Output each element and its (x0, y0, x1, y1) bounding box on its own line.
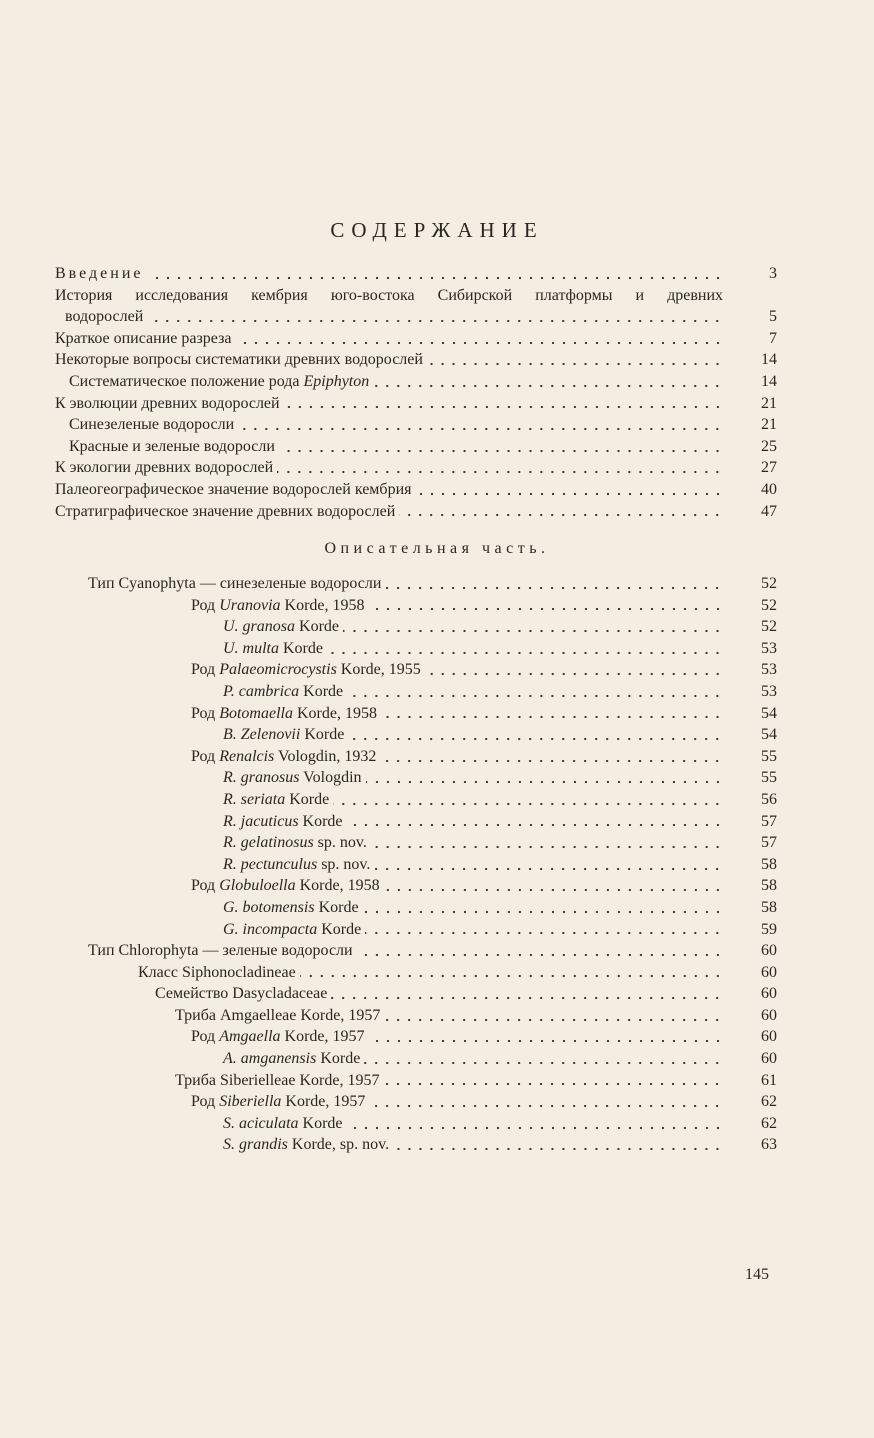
toc-entry-text: Korde (317, 920, 362, 938)
toc-entry-page: 53 (761, 682, 777, 700)
toc-entry (55, 479, 777, 501)
toc-entry (55, 940, 777, 962)
toc-entry-text: Род (191, 877, 220, 895)
dot-leader (369, 1039, 724, 1043)
dot-leader (238, 427, 723, 431)
toc-entry-text: Тип Chlorophyta — зеленые водоросли (88, 942, 353, 960)
toc-entry-text: Vologdin, 1932 (274, 747, 377, 765)
toc-entry-text: Некоторые вопросы систематики древних водорослей (55, 351, 423, 369)
dot-leader (347, 1126, 723, 1130)
toc-entry-text: Korde, sp. nov. (287, 1136, 390, 1154)
dot-leader (425, 672, 723, 676)
toc-entry-text: Синезеленые водоросли (69, 416, 235, 434)
dot-leader (383, 1082, 723, 1086)
toc-entry-taxon: G. botomensis (223, 898, 315, 916)
toc-entry-text: Korde, 1958 (280, 596, 365, 614)
toc-entry-page: 55 (761, 747, 777, 765)
dot-leader (347, 694, 723, 698)
toc-entry-text: sp. nov. (313, 834, 367, 852)
toc-entry-page: 14 (761, 372, 777, 390)
toc-entry-text: Семейство Dasycladaceae (155, 985, 328, 1003)
toc-entry-title (191, 703, 377, 725)
dot-leader (369, 1104, 723, 1108)
toc-entry (55, 919, 777, 941)
toc-entry-text: Красные и зеленые водоросли (69, 437, 275, 455)
toc-entry-text: Стратиграфическое значение древних водорослей (55, 502, 396, 520)
toc-entry-taxon: Globuloella (219, 877, 296, 895)
dot-leader (366, 780, 723, 784)
dot-leader (384, 888, 723, 892)
dot-leader (347, 823, 723, 827)
toc-entry-title (191, 746, 376, 768)
toc-entry-text: К экологии древних водорослей (55, 459, 274, 477)
toc-entry-page: 60 (761, 942, 777, 960)
toc-entry (55, 1134, 777, 1156)
toc-entry (55, 789, 777, 811)
toc-entry-taxon: Palaeomicrocystis (219, 661, 337, 679)
toc-entry-text: Korde (298, 1114, 343, 1132)
toc-entry (55, 1113, 777, 1135)
dot-leader (363, 910, 723, 914)
toc-entry-text: Род (191, 661, 220, 679)
toc-entry (55, 897, 777, 919)
toc-entry-title (191, 659, 421, 681)
toc-entry-page: 60 (761, 1028, 777, 1046)
toc-entry-page: 60 (761, 1050, 777, 1068)
toc-entry-page: 52 (761, 575, 777, 592)
dot-leader (416, 492, 724, 496)
toc-entry-text: Korde (285, 790, 330, 808)
toc-entry (55, 263, 777, 285)
toc-entry (55, 832, 777, 854)
toc-entry-taxon: Siberiella (219, 1093, 282, 1111)
toc-entry-page: 60 (761, 963, 777, 981)
toc-entry-title (191, 1026, 365, 1048)
toc-entry (55, 811, 777, 833)
toc-title: СОДЕРЖАНИЕ (330, 218, 544, 242)
toc-entry-page: 58 (761, 877, 777, 895)
toc-entry-text: Палеогеографическое значение водорослей кембрия (55, 480, 412, 498)
toc-entry-taxon: G. incompacta (223, 920, 318, 938)
toc-entry-title (223, 854, 370, 876)
dot-leader (381, 715, 723, 719)
toc-entry (55, 854, 777, 876)
dot-leader (343, 629, 723, 633)
toc-entry-page: 58 (761, 855, 777, 873)
toc-entry-page: 40 (761, 480, 777, 498)
toc-entry-taxon: S. aciculata (223, 1114, 299, 1132)
toc-entry-taxon: U. multa (223, 639, 279, 657)
toc-entry-title (175, 1005, 380, 1027)
toc-entry-title (223, 638, 323, 660)
toc-entry-title (223, 897, 359, 919)
toc-entry (55, 457, 777, 479)
dot-leader (148, 276, 724, 280)
toc-entry-page: 61 (761, 1071, 777, 1089)
toc-entry-title (88, 940, 353, 962)
toc-main-section (55, 263, 777, 522)
toc-entry-page: 52 (761, 618, 777, 636)
toc-entry-page: 53 (761, 661, 777, 679)
dot-leader (236, 341, 724, 345)
toc-entry-text: Korde, 1955 (336, 661, 421, 679)
toc-entry-text: Краткое описание разреза (55, 329, 232, 347)
dot-leader (380, 759, 723, 763)
dot-leader (399, 513, 723, 517)
toc-entry-text: Korde (279, 639, 323, 657)
toc-entry-taxon: Renalcis (219, 747, 275, 765)
toc-entry-title (223, 616, 339, 638)
dot-leader (333, 802, 723, 806)
toc-entry (55, 501, 777, 523)
toc-entry-title (55, 457, 273, 479)
toc-entry-title (223, 767, 362, 789)
toc-entry (55, 595, 777, 617)
toc-entry-page: 5 (769, 308, 777, 326)
toc-entry-taxon: Epiphyton (303, 372, 370, 390)
toc-entry-text: Род (191, 704, 220, 722)
toc-entry-title (69, 414, 234, 436)
toc-entry-text: Систематическое положение рода (69, 372, 304, 390)
toc-entry (55, 306, 777, 328)
dot-leader (365, 931, 723, 935)
toc-entry-title (55, 328, 232, 350)
toc-entry-page: 55 (761, 769, 777, 787)
dot-leader (364, 1061, 723, 1065)
toc-entry-text: Korde, 1958 (292, 704, 377, 722)
toc-entry-text: Род (191, 1028, 220, 1046)
dot-leader (284, 405, 723, 409)
toc-entry-text: Введение (55, 265, 144, 282)
toc-entry (55, 767, 777, 789)
toc-entry (55, 436, 777, 458)
toc-entry-page: 60 (761, 1006, 777, 1024)
toc-entry-text: Род (191, 596, 220, 614)
toc-entry-taxon: A. amganensis (223, 1050, 317, 1068)
dot-leader (277, 470, 723, 474)
dot-leader (348, 737, 723, 741)
toc-entry (55, 573, 777, 595)
toc-entry-title (155, 983, 327, 1005)
dot-leader (357, 953, 723, 957)
dot-leader (374, 867, 723, 871)
toc-entry-title (191, 595, 365, 617)
toc-entry (55, 962, 777, 984)
dot-leader (393, 1147, 723, 1151)
toc-entry-page: 7 (769, 329, 777, 347)
toc-entry-text: К эволюции древних водорослей (55, 394, 280, 412)
toc-entry-title (55, 263, 144, 285)
toc-entry-title (223, 1048, 360, 1070)
toc-entry-page: 57 (761, 812, 777, 830)
toc-entry (55, 638, 777, 660)
toc-entry-taxon: P. cambrica (223, 682, 300, 700)
toc-entry (55, 349, 777, 371)
dot-leader (373, 384, 723, 388)
toc-entry-text: Триба Amgaelleae Korde, 1957 (175, 1006, 381, 1024)
dot-leader (371, 845, 723, 849)
dot-leader (384, 1018, 723, 1022)
toc-entry-text: Korde (295, 618, 339, 636)
dot-leader (427, 362, 723, 366)
toc-entry-page: 21 (761, 394, 777, 412)
toc-descriptive-section (55, 573, 777, 1156)
toc-entry (55, 681, 777, 703)
toc-entry-title (223, 1134, 389, 1156)
toc-entry-text: Триба Siberielleae Korde, 1957 (175, 1071, 380, 1089)
toc-entry (55, 328, 777, 350)
toc-entry-page: 56 (761, 790, 777, 808)
dot-leader (300, 974, 723, 978)
toc-entry-title (138, 962, 296, 984)
toc-entry-text: Korde, 1957 (281, 1093, 366, 1111)
toc-entry-text: Korde, 1957 (280, 1028, 365, 1046)
toc-entry (55, 659, 777, 681)
toc-entry-taxon: R. gelatinosus (223, 834, 314, 852)
toc-entry-taxon: R. seriata (223, 790, 286, 808)
toc-entry-page: 21 (761, 416, 777, 434)
toc-entry-taxon: R. jacuticus (223, 812, 299, 830)
toc-entry-page: 60 (761, 985, 777, 1003)
toc-entry-taxon: Botomaella (219, 704, 293, 722)
toc-entry-page: 54 (761, 704, 777, 722)
toc-entry (55, 616, 777, 638)
page-number: 145 (745, 1266, 769, 1283)
toc-entry-text: Korde (299, 682, 344, 700)
descriptive-part-heading: Описательная часть. (324, 540, 550, 557)
toc-entry-title (88, 573, 381, 595)
toc-entry-text: Класс Siphonocladineae (138, 963, 296, 981)
dot-leader (331, 996, 723, 1000)
toc-entry-title (69, 436, 275, 458)
toc-entry-taxon: Uranovia (219, 596, 281, 614)
toc-entry-text: Род (191, 1093, 220, 1111)
toc-entry-text: Korde (298, 812, 343, 830)
toc-entry-title (223, 789, 329, 811)
toc-entry-taxon: S. grandis (223, 1136, 288, 1154)
toc-entry-text: Vologdin (299, 769, 362, 787)
toc-entry (55, 371, 777, 393)
toc-entry-text: водорослей (65, 308, 144, 326)
toc-entry-text: Korde, 1958 (295, 877, 380, 895)
toc-entry-title (223, 811, 343, 833)
toc-entry-text: Тип Cyanophyta — синезеленые водоросли (88, 575, 382, 592)
toc-entry-page: 54 (761, 726, 777, 744)
toc-entry (55, 875, 777, 897)
dot-leader (369, 607, 724, 611)
toc-entry-page: 58 (761, 898, 777, 916)
dot-leader (385, 586, 723, 590)
toc-entry-page: 14 (761, 351, 777, 369)
toc-entry-page: 59 (761, 920, 777, 938)
toc-entry-taxon: B. Zelenovii (223, 726, 301, 744)
toc-entry-page: 3 (769, 265, 777, 282)
toc-entry-text: Род (191, 747, 220, 765)
toc-entry-text: История исследования кембрия юго-востока Сибирской платформы и древних (55, 286, 723, 304)
toc-entry-page: 62 (761, 1114, 777, 1132)
toc-entry-page: 47 (761, 502, 777, 520)
toc-entry-taxon: Amgaella (219, 1028, 281, 1046)
toc-entry-page: 63 (761, 1136, 777, 1154)
toc-entry (55, 285, 777, 307)
toc-entry (55, 746, 777, 768)
toc-entry (55, 393, 777, 415)
toc-entry-title (223, 1113, 343, 1135)
dot-leader (327, 651, 723, 655)
toc-entry-title (191, 875, 380, 897)
toc-entry-text: Korde (300, 726, 345, 744)
toc-entry (55, 1070, 777, 1092)
toc-entry-title (223, 681, 343, 703)
toc-entry-page: 52 (761, 596, 777, 614)
toc-entry-taxon: R. granosus (223, 769, 300, 787)
toc-entry-title (191, 1091, 365, 1113)
toc-entry-taxon: R. pectunculus (223, 855, 318, 873)
toc-entry-title (223, 832, 367, 854)
toc-entry-title (55, 349, 423, 371)
toc-entry-text: Korde (316, 1050, 361, 1068)
toc-entry (55, 1091, 777, 1113)
toc-entry (55, 724, 777, 746)
toc-entry (55, 414, 777, 436)
toc-entry-page: 25 (761, 437, 777, 455)
toc-entry-title (55, 479, 412, 501)
toc-entry (55, 1026, 777, 1048)
toc-entry (55, 983, 777, 1005)
toc-entry-page: 62 (761, 1093, 777, 1111)
toc-entry-page: 53 (761, 639, 777, 657)
toc-entry-title (55, 501, 395, 523)
toc-entry-page: 57 (761, 834, 777, 852)
toc-entry-title (175, 1070, 379, 1092)
toc-entry-taxon: U. granosa (223, 618, 296, 636)
toc-entry (55, 703, 777, 725)
toc-entry-title (55, 287, 723, 304)
dot-leader (279, 449, 723, 453)
toc-entry-title (69, 371, 369, 393)
toc-entry-title (223, 919, 361, 941)
toc-entry-text: Korde (314, 898, 359, 916)
toc-entry-title (65, 306, 143, 328)
toc-entry-title (223, 724, 344, 746)
toc-entry (55, 1005, 777, 1027)
toc-entry-text: sp. nov. (317, 855, 371, 873)
dot-leader (147, 319, 723, 323)
toc-entry-page: 27 (761, 459, 777, 477)
toc-entry-title (55, 393, 280, 415)
toc-entry (55, 1048, 777, 1070)
